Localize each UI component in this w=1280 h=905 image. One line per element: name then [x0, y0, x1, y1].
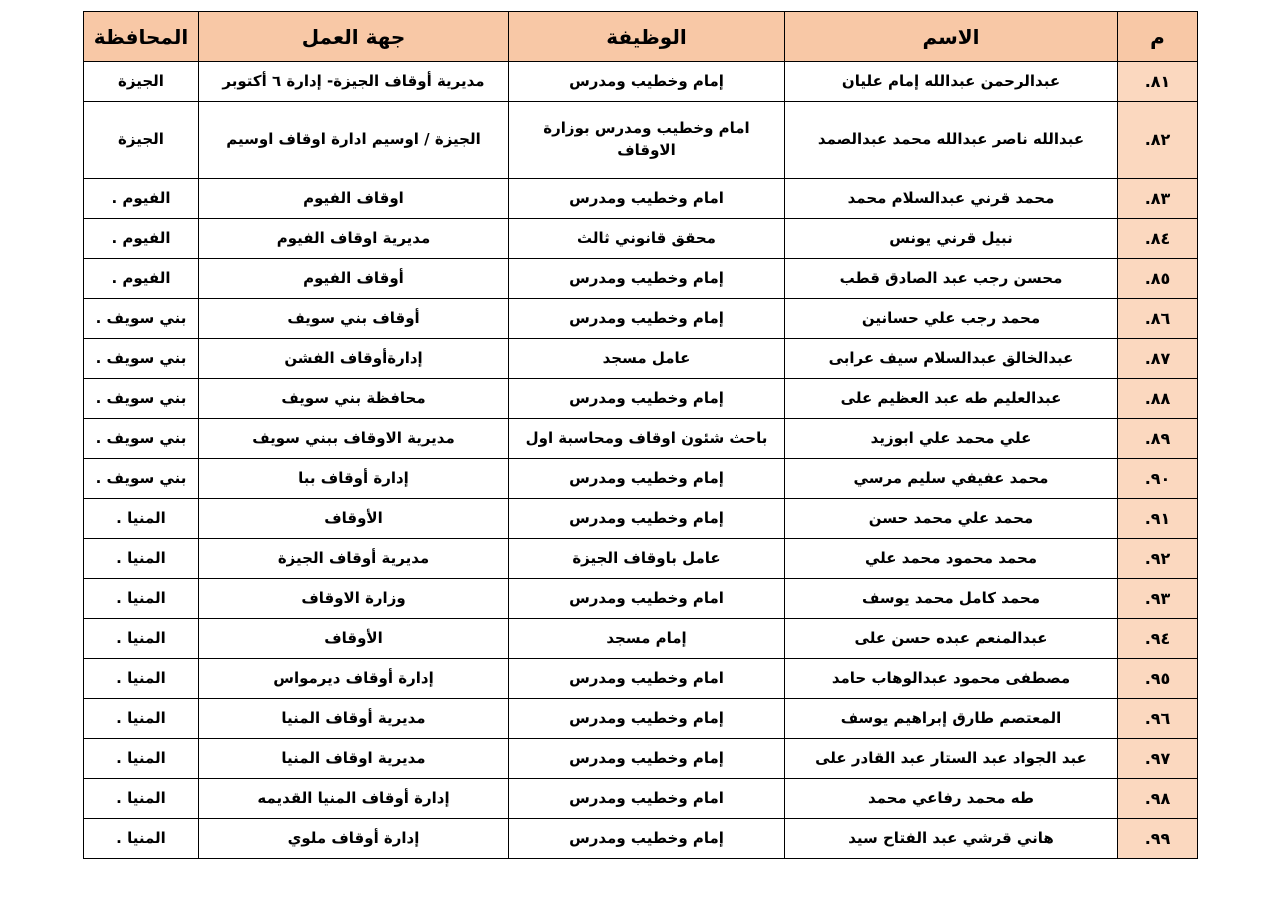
job-title-cell: إمام وخطيب ومدرس	[509, 739, 785, 779]
row-number-cell: ٩١.	[1118, 499, 1198, 539]
job-title-cell: إمام وخطيب ومدرس	[509, 819, 785, 859]
job-title-cell: امام وخطيب ومدرس	[509, 179, 785, 219]
row-number-cell: ٩٠.	[1118, 459, 1198, 499]
person-name-cell: محمد محمود محمد علي	[785, 539, 1118, 579]
person-name-cell: نبيل قرني يونس	[785, 219, 1118, 259]
job-title-cell: إمام مسجد	[509, 619, 785, 659]
governorate-cell: الجيزة	[84, 62, 199, 102]
person-name-cell: عبد الجواد عبد الستار عبد القادر على	[785, 739, 1118, 779]
row-number-cell: ٨٩.	[1118, 419, 1198, 459]
person-name-cell: محمد علي محمد حسن	[785, 499, 1118, 539]
person-name-cell: عبدالرحمن عبدالله إمام عليان	[785, 62, 1118, 102]
workplace-cell: مديرية اوقاف المنيا	[199, 739, 509, 779]
row-number-cell: ٨٢.	[1118, 102, 1198, 179]
governorate-cell: المنيا .	[84, 779, 199, 819]
table-row	[84, 659, 1198, 699]
workplace-cell: إدارةأوقاف الفشن	[199, 339, 509, 379]
governorate-cell: المنيا .	[84, 699, 199, 739]
person-name-cell: عبدالخالق عبدالسلام سيف عرابى	[785, 339, 1118, 379]
workplace-cell: الأوقاف	[199, 619, 509, 659]
person-name-cell: محمد رجب علي حسانين	[785, 299, 1118, 339]
person-name-cell: محمد كامل محمد يوسف	[785, 579, 1118, 619]
workplace-cell: مديرية أوقاف الجيزة- إدارة ٦ أكتوبر	[199, 62, 509, 102]
table-row	[84, 779, 1198, 819]
governorate-cell: الفيوم .	[84, 259, 199, 299]
row-number-cell: ٨٦.	[1118, 299, 1198, 339]
governorate-cell: المنيا .	[84, 659, 199, 699]
header-governorate: المحافظة	[84, 12, 199, 62]
workplace-cell: أوقاف الفيوم	[199, 259, 509, 299]
table-row	[84, 379, 1198, 419]
table-row	[84, 259, 1198, 299]
job-title-cell: امام وخطيب ومدرس بوزارة الاوقاف	[509, 102, 785, 179]
row-number-cell: ٨٤.	[1118, 219, 1198, 259]
person-name-cell: محسن رجب عبد الصادق قطب	[785, 259, 1118, 299]
table-row	[84, 619, 1198, 659]
row-number-cell: ٩٥.	[1118, 659, 1198, 699]
row-number-cell: ٩٣.	[1118, 579, 1198, 619]
job-title-cell: إمام وخطيب ومدرس	[509, 259, 785, 299]
governorate-cell: المنيا .	[84, 579, 199, 619]
row-number-cell: ٩٢.	[1118, 539, 1198, 579]
workplace-cell: إدارة أوقاف المنيا القديمه	[199, 779, 509, 819]
job-title-cell: إمام وخطيب ومدرس	[509, 379, 785, 419]
governorate-cell: المنيا .	[84, 499, 199, 539]
table-row	[84, 499, 1198, 539]
header-name: الاسم	[785, 12, 1118, 62]
person-name-cell: علي محمد علي ابوزيد	[785, 419, 1118, 459]
row-number-cell: ٨٥.	[1118, 259, 1198, 299]
row-number-cell: ٨٧.	[1118, 339, 1198, 379]
governorate-cell: المنيا .	[84, 739, 199, 779]
governorate-cell: بني سويف .	[84, 379, 199, 419]
workplace-cell: مديرية الاوقاف ببني سويف	[199, 419, 509, 459]
job-title-cell: باحث شئون اوقاف ومحاسبة اول	[509, 419, 785, 459]
table-row	[84, 739, 1198, 779]
row-number-cell: ٨١.	[1118, 62, 1198, 102]
row-number-cell: ٨٣.	[1118, 179, 1198, 219]
personnel-table	[83, 11, 1198, 859]
table-body	[84, 62, 1198, 859]
governorate-cell: بني سويف .	[84, 339, 199, 379]
governorate-cell: المنيا .	[84, 819, 199, 859]
person-name-cell: مصطفى محمود عبدالوهاب حامد	[785, 659, 1118, 699]
workplace-cell: إدارة أوقاف ديرمواس	[199, 659, 509, 699]
table-row	[84, 219, 1198, 259]
person-name-cell: عبدالمنعم عبده حسن على	[785, 619, 1118, 659]
row-number-cell: ٩٧.	[1118, 739, 1198, 779]
table-row	[84, 102, 1198, 179]
table-row	[84, 699, 1198, 739]
workplace-cell: محافظة بني سويف	[199, 379, 509, 419]
workplace-cell: اوقاف الفيوم	[199, 179, 509, 219]
job-title-cell: امام وخطيب ومدرس	[509, 659, 785, 699]
job-title-cell: امام وخطيب ومدرس	[509, 579, 785, 619]
governorate-cell: بني سويف .	[84, 419, 199, 459]
governorate-cell: بني سويف .	[84, 299, 199, 339]
table-row	[84, 579, 1198, 619]
person-name-cell: عبدالله ناصر عبدالله محمد عبدالصمد	[785, 102, 1118, 179]
job-title-cell: عامل مسجد	[509, 339, 785, 379]
row-number-cell: ٨٨.	[1118, 379, 1198, 419]
governorate-cell: الفيوم .	[84, 179, 199, 219]
workplace-cell: مديرية أوقاف المنيا	[199, 699, 509, 739]
row-number-cell: ٩٤.	[1118, 619, 1198, 659]
table-row	[84, 459, 1198, 499]
job-title-cell: امام وخطيب ومدرس	[509, 779, 785, 819]
job-title-cell: إمام وخطيب ومدرس	[509, 459, 785, 499]
job-title-cell: إمام وخطيب ومدرس	[509, 499, 785, 539]
table-row	[84, 819, 1198, 859]
workplace-cell: مديرية أوقاف الجيزة	[199, 539, 509, 579]
workplace-cell: الجيزة / اوسيم ادارة اوقاف اوسيم	[199, 102, 509, 179]
table-row	[84, 179, 1198, 219]
person-name-cell: هاني قرشي عبد الفتاح سيد	[785, 819, 1118, 859]
job-title-cell: عامل باوقاف الجيزة	[509, 539, 785, 579]
workplace-cell: وزارة الاوقاف	[199, 579, 509, 619]
job-title-cell: إمام وخطيب ومدرس	[509, 62, 785, 102]
governorate-cell: الفيوم .	[84, 219, 199, 259]
workplace-cell: مديرية اوقاف الفيوم	[199, 219, 509, 259]
table-row	[84, 299, 1198, 339]
governorate-cell: المنيا .	[84, 619, 199, 659]
person-name-cell: محمد قرني عبدالسلام محمد	[785, 179, 1118, 219]
governorate-cell: بني سويف .	[84, 459, 199, 499]
header-workplace: جهة العمل	[199, 12, 509, 62]
governorate-cell: الجيزة	[84, 102, 199, 179]
row-number-cell: ٩٦.	[1118, 699, 1198, 739]
workplace-cell: الأوقاف	[199, 499, 509, 539]
table-row	[84, 339, 1198, 379]
governorate-cell: المنيا .	[84, 539, 199, 579]
person-name-cell: طه محمد رفاعي محمد	[785, 779, 1118, 819]
header-job: الوظيفة	[509, 12, 785, 62]
table-row	[84, 62, 1198, 102]
job-title-cell: إمام وخطيب ومدرس	[509, 699, 785, 739]
job-title-cell: إمام وخطيب ومدرس	[509, 299, 785, 339]
header-num: م	[1118, 12, 1198, 62]
table-row	[84, 419, 1198, 459]
person-name-cell: عبدالعليم طه عبد العظيم على	[785, 379, 1118, 419]
workplace-cell: أوقاف بني سويف	[199, 299, 509, 339]
workplace-cell: إدارة أوقاف ملوي	[199, 819, 509, 859]
person-name-cell: المعتصم طارق إبراهيم يوسف	[785, 699, 1118, 739]
row-number-cell: ٩٨.	[1118, 779, 1198, 819]
workplace-cell: إدارة أوقاف ببا	[199, 459, 509, 499]
table-row	[84, 539, 1198, 579]
row-number-cell: ٩٩.	[1118, 819, 1198, 859]
job-title-cell: محقق قانوني ثالث	[509, 219, 785, 259]
table-header-row	[84, 12, 1198, 62]
person-name-cell: محمد عفيفي سليم مرسي	[785, 459, 1118, 499]
